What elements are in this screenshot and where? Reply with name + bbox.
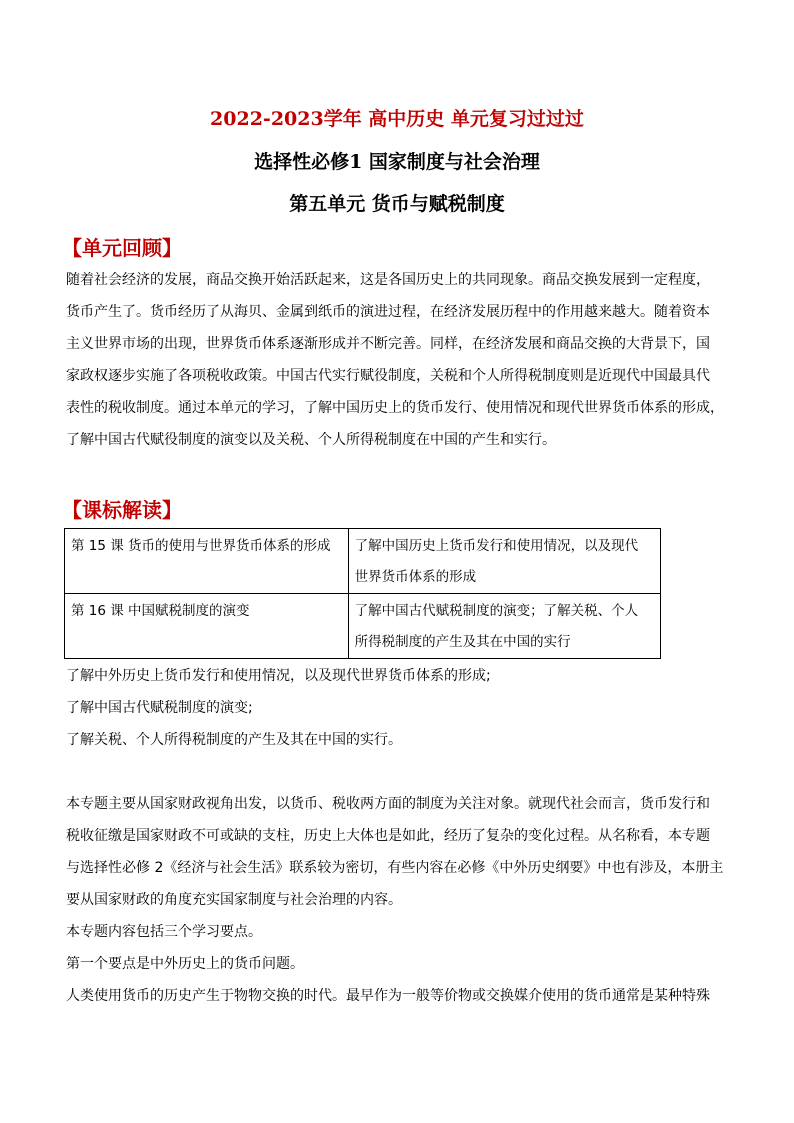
table-row — [65, 529, 661, 594]
paragraph-line: 了解中国古代赋役制度的演变以及关税、个人所得税制度在中国的产生和实行。 — [66, 432, 556, 448]
document-title: 2022-2023学年 高中历史 单元复习过过过 — [210, 108, 584, 130]
unit-review-paragraph — [66, 264, 736, 456]
body-line: 要从国家财政的角度充实国家制度与社会治理的内容。 — [66, 892, 402, 908]
lesson-cell — [65, 529, 349, 594]
requirement-cell — [348, 529, 660, 594]
summary-line: 了解关税、个人所得税制度的产生及其在中国的实行。 — [66, 732, 402, 748]
lesson-title: 第 15 课 货币的使用与世界货币体系的形成 — [71, 538, 331, 554]
body-line: 本专题内容包括三个学习要点。 — [66, 924, 262, 940]
requirement-line: 了解中国古代赋税制度的演变；了解关税、个人 — [354, 603, 639, 619]
body-line: 本专题主要从国家财政视角出发，以货币、税收两方面的制度为关注对象。就现代社会而言，货币发行和 — [66, 796, 710, 812]
body-line: 税收征缴是国家财政不可或缺的支柱，历史上大体也是如此，经历了复杂的变化过程。从名称看，本专题 — [66, 828, 710, 844]
unit-title: 第五单元 货币与赋税制度 — [289, 193, 505, 215]
body-line: 第一个要点是中外历史上的货币问题。 — [66, 956, 304, 972]
standards-heading: 【课标解读】 — [62, 498, 182, 522]
requirement-line: 了解中国历史上货币发行和使用情况，以及现代 — [354, 538, 639, 554]
requirement-line: 所得税制度的产生及其在中国的实行 — [354, 634, 571, 650]
lesson-title: 第 16 课 中国赋税制度的演变 — [71, 603, 250, 619]
paragraph-line: 表性的税收制度。通过本单元的学习，了解中国历史上的货币发行、使用情况和现代世界货币体系的形成， — [66, 400, 724, 416]
body-line: 人类使用货币的历史产生于物物交换的时代。最早作为一般等价物或交换媒介使用的货币通常是某种特殊 — [66, 988, 710, 1004]
unit-review-heading: 【单元回顾】 — [62, 236, 182, 260]
body-line: 与选择性必修 2《经济与社会生活》联系较为密切，有些内容在必修《中外历史纲要》中也有涉及，本册主 — [66, 860, 724, 876]
body-paragraph — [66, 788, 736, 1012]
requirement-line: 世界货币体系的形成 — [354, 569, 477, 585]
requirement-cell — [348, 594, 660, 659]
lesson-cell — [65, 594, 349, 659]
paragraph-line: 主义世界市场的出现，世界货币体系逐渐形成并不断完善。同样，在经济发展和商品交换的大背景下，国 — [66, 336, 710, 352]
table-row — [65, 594, 661, 659]
paragraph-line: 货币产生了。货币经历了从海贝、金属到纸币的演进过程，在经济发展历程中的作用越来越大。随着资本 — [66, 304, 710, 320]
standards-table — [64, 528, 661, 659]
document-subtitle: 选择性必修1 国家制度与社会治理 — [254, 151, 540, 173]
paragraph-line: 家政权逐步实施了各项税收政策。中国古代实行赋役制度，关税和个人所得税制度则是近现代中国最具代 — [66, 368, 710, 384]
standards-summary — [66, 660, 736, 756]
summary-line: 了解中外历史上货币发行和使用情况，以及现代世界货币体系的形成; — [66, 668, 491, 684]
paragraph-line: 随着社会经济的发展，商品交换开始活跃起来，这是各国历史上的共同现象。商品交换发展到一定程度， — [66, 272, 710, 288]
summary-line: 了解中国古代赋税制度的演变; — [66, 700, 253, 716]
